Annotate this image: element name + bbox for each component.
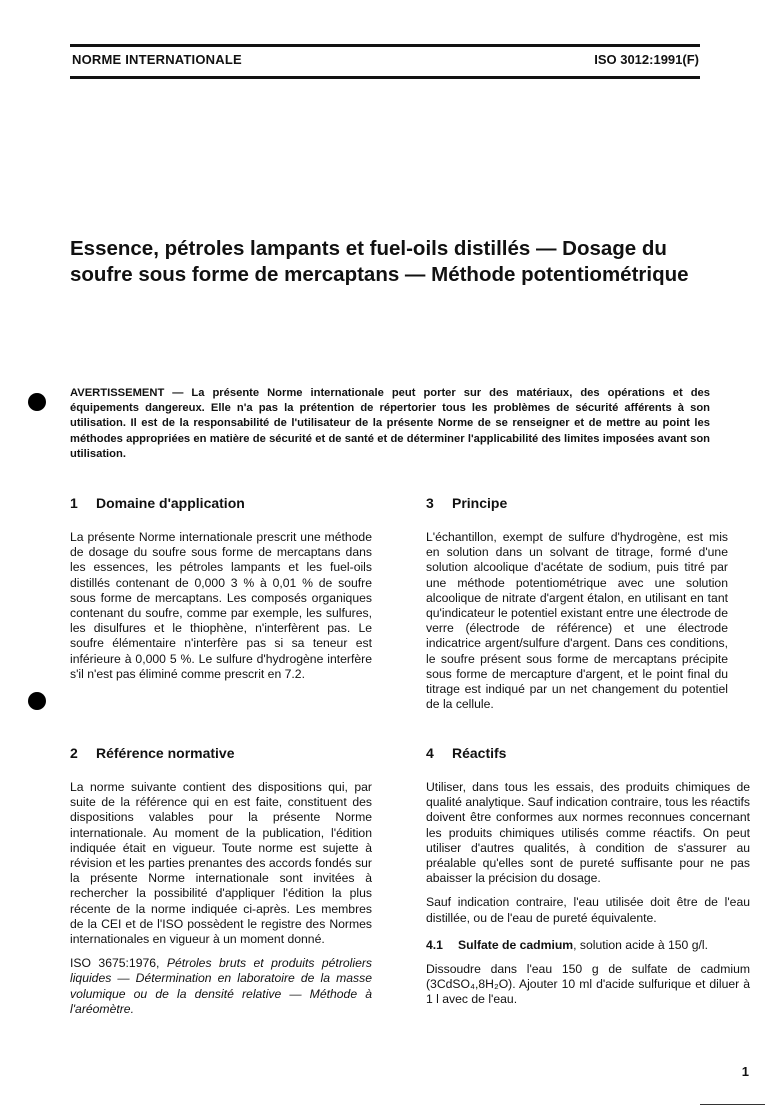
- section-body: Sauf indication contraire, l'eau utilisée doit être de l'eau distillée, ou de l'eau de pureté équivalente.: [426, 895, 750, 925]
- safety-warning: AVERTISSEMENT — La présente Norme internationale peut porter sur des matériaux, des opérations et des équipements dangereux. Elle n'a pas la prétention de répertorier tous les problèmes de sécurité afférents à son utilisation. Il est de la responsabilité de l'utilisateur de la présente Norme de se renseigner et de mettre au point les méthodes appropriées en matière de sécurité et de santé et de déterminer l'applicabilité des limites imposées avant son utilisation.: [70, 387, 710, 460]
- page-number: 1: [741, 1064, 749, 1079]
- section-heading: 2 Référence normative: [70, 745, 235, 761]
- section-heading: 4 Réactifs: [426, 745, 507, 761]
- subsection-cadmium-sulfate: 4.1 Sulfate de cadmium, solution acide à 150 g/l.: [426, 937, 708, 952]
- section-heading: 3 Principe: [426, 495, 508, 511]
- margin-bullet-icon: [28, 692, 46, 710]
- footer-rule: [700, 1104, 765, 1105]
- document-title: Essence, pétroles lampants et fuel-oils distillés — Dosage du soufre sous forme de mercaptans — Méthode potentiométrique: [70, 237, 689, 286]
- header-standard-type: NORME INTERNATIONALE: [72, 52, 242, 67]
- section-heading: 1 Domaine d'application: [70, 495, 245, 511]
- section-scope: [70, 494, 372, 691]
- section-normative-reference: [70, 744, 372, 1026]
- header-rule-top: [70, 44, 700, 47]
- subsection-body: Dissoudre dans l'eau 150 g de sulfate de cadmium (3CdSO₄,8H₂O). Ajouter 10 ml d'acide sulfurique et diluer à 1 l avec de l'eau.: [426, 962, 750, 1007]
- section-body: Utiliser, dans tous les essais, des produits chimiques de qualité analytique. Sauf indication contraire, tous les réactifs doivent être conformes aux normes reconnues concernant les produits chimiques utilisés comme réactifs. On peut utiliser d'autres qualités, à condition de s'assurer au préalable qu'elles sont de pureté suffisante pour ne pas abaisser la précision du dosage.: [426, 780, 750, 886]
- section-body: L'échantillon, exempt de sulfure d'hydrogène, est mis en solution dans un solvant de titrage, formé d'une solution alcoolique d'acétate de sodium, puis titré par une méthode potentiométrique avec une solution alcoolique de nitrate d'argent étalon, en utilisant en tant qu'indicateur le potentiel existant entre une électrode de verre (électrode de référence) et une électrode indicatrice argent/sulfure d'argent. Dans ces conditions, le soufre présent sous forme de mercaptans précipite sous forme de mercapture d'argent, et le point final du titrage est indiqué par un net changement du potentiel de la cellule.: [426, 530, 728, 712]
- section-body: La norme suivante contient des dispositions qui, par suite de la référence qui en est faite, constituent des dispositions valables pour la présente Norme internationale. Au moment de la publication, l'édition indiquée était en vigueur. Toute norme est sujette à révision et les parties prenantes des accords fondés sur la présente Norme internationale sont invitées à rechercher la possibilité d'appliquer l'édition la plus récente de la norme indiquée ci-après. Les membres de la CEI et de l'ISO possèdent le registre des Normes internationales en vigueur à un moment donné.: [70, 780, 372, 947]
- section-body: La présente Norme internationale prescrit une méthode de dosage du soufre sous forme de mercaptans dans les essences, les pétroles lampants et les fuel-oils distillés contenant de 0,000 3 % à 0,01 % de soufre sous forme de mercaptans. Les composés organiques contenant du soufre, comme par exemple, les sulfures, les disulfures et le thiophène, n'interfèrent pas. Le soufre élémentaire n'interfère pas si sa teneur est inférieure à 0,000 5 %. Le sulfure d'hydrogène interfère s'il n'est pas éliminé comme prescrit en 7.2.: [70, 530, 372, 681]
- section-principle: [426, 494, 728, 721]
- header-standard-code: ISO 3012:1991(F): [594, 52, 699, 67]
- reference-entry: ISO 3675:1976, Pétroles bruts et produits pétroliers liquides — Détermination en laboratoire de la masse volumique ou de la densité relative — Méthode à l'aréomètre.: [70, 956, 372, 1016]
- margin-bullet-icon: [28, 393, 46, 411]
- header-rule-bottom: [70, 76, 700, 79]
- section-reagents: [426, 744, 750, 1017]
